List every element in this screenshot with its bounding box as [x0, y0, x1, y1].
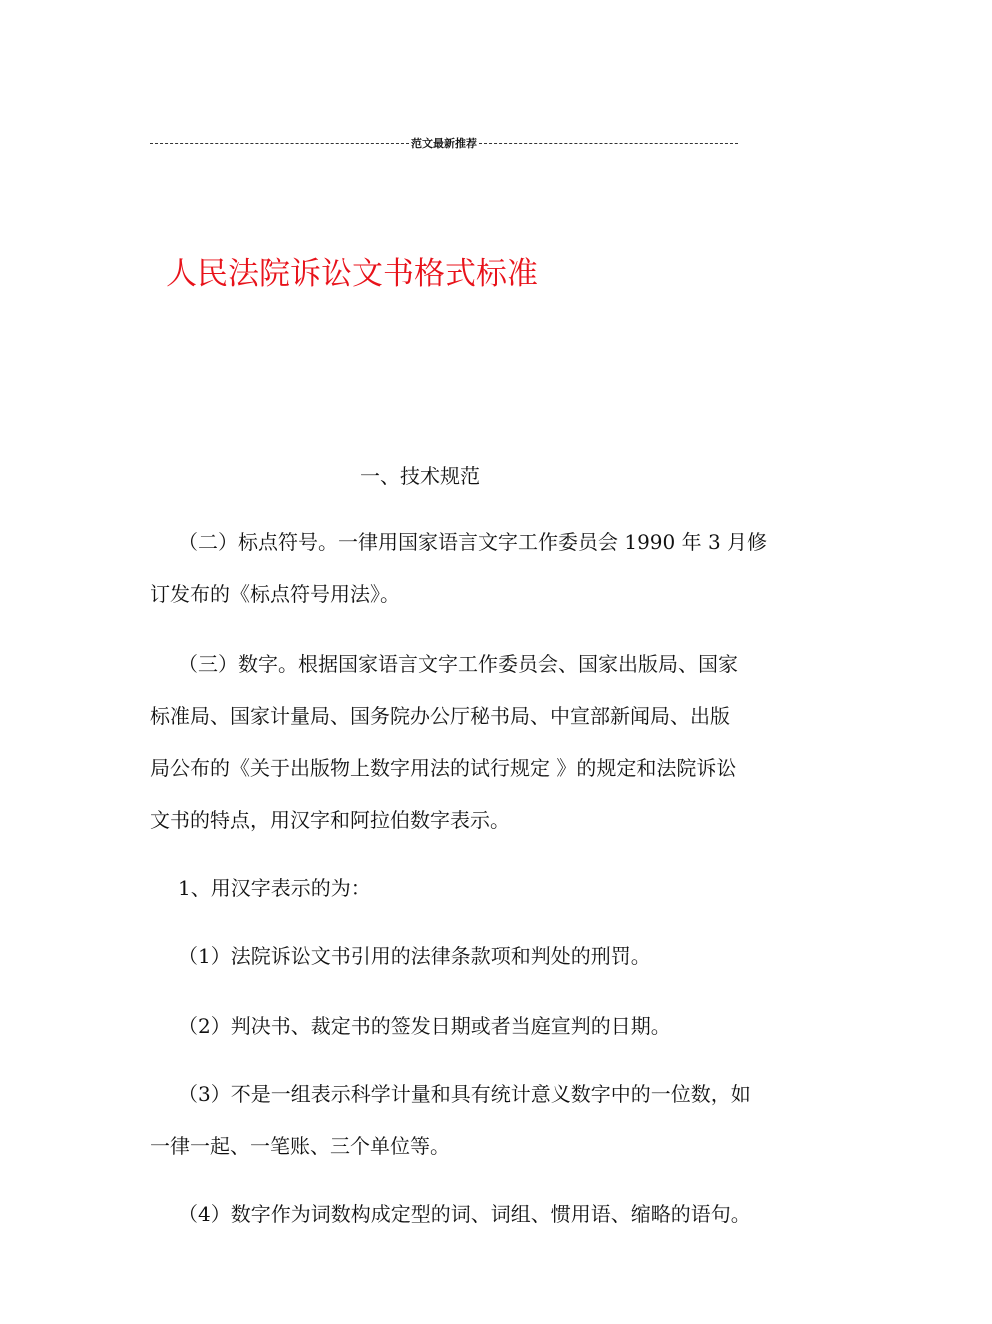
list-item-2 [150, 1000, 850, 1052]
paragraph-line: 1、用汉字表示的为： [178, 876, 371, 900]
paragraph-punctuation [150, 516, 850, 620]
paragraph-line: 标准局、国家计量局、国务院办公厅秘书局、中宣部新闻局、出版 [150, 704, 730, 728]
section-heading: 一、技术规范 [360, 464, 480, 488]
paragraph-line: 文书的特点，用汉字和阿拉伯数字表示。 [150, 808, 510, 832]
paragraph-line: 订发布的《标点符号用法》。 [150, 582, 400, 606]
paragraph-line: （3）不是一组表示科学计量和具有统计意义数字中的一位数，如 [178, 1082, 751, 1106]
list-item-3 [150, 1068, 850, 1172]
list-item-4 [150, 1188, 850, 1240]
header-right-rule [479, 143, 738, 144]
paragraph-line: （二）标点符号。一律用国家语言文字工作委员会 1990 年 3 月修 [178, 530, 768, 554]
paragraph-line: （三）数字。根据国家语言文字工作委员会、国家出版局、国家 [178, 652, 738, 676]
header-title: 范文最新推荐 [411, 137, 477, 150]
document-title: 人民法院诉讼文书格式标准 [166, 256, 538, 292]
paragraph-line: 局公布的《关于出版物上数字用法的试行规定 》的规定和法院诉讼 [150, 756, 737, 780]
paragraph-line: （4）数字作为词数构成定型的词、词组、惯用语、缩略的语句。 [178, 1202, 751, 1226]
page-header [150, 134, 738, 152]
paragraph-line: 一律一起、一笔账、三个单位等。 [150, 1134, 450, 1158]
paragraph-chinese-numerals-heading [150, 862, 850, 914]
list-item-1 [150, 930, 850, 982]
paragraph-line: （1）法院诉讼文书引用的法律条款项和判处的刑罚。 [178, 944, 651, 968]
paragraph-line: （2）判决书、裁定书的签发日期或者当庭宣判的日期。 [178, 1014, 671, 1038]
paragraph-numbers [150, 638, 850, 846]
header-left-rule [150, 143, 409, 144]
